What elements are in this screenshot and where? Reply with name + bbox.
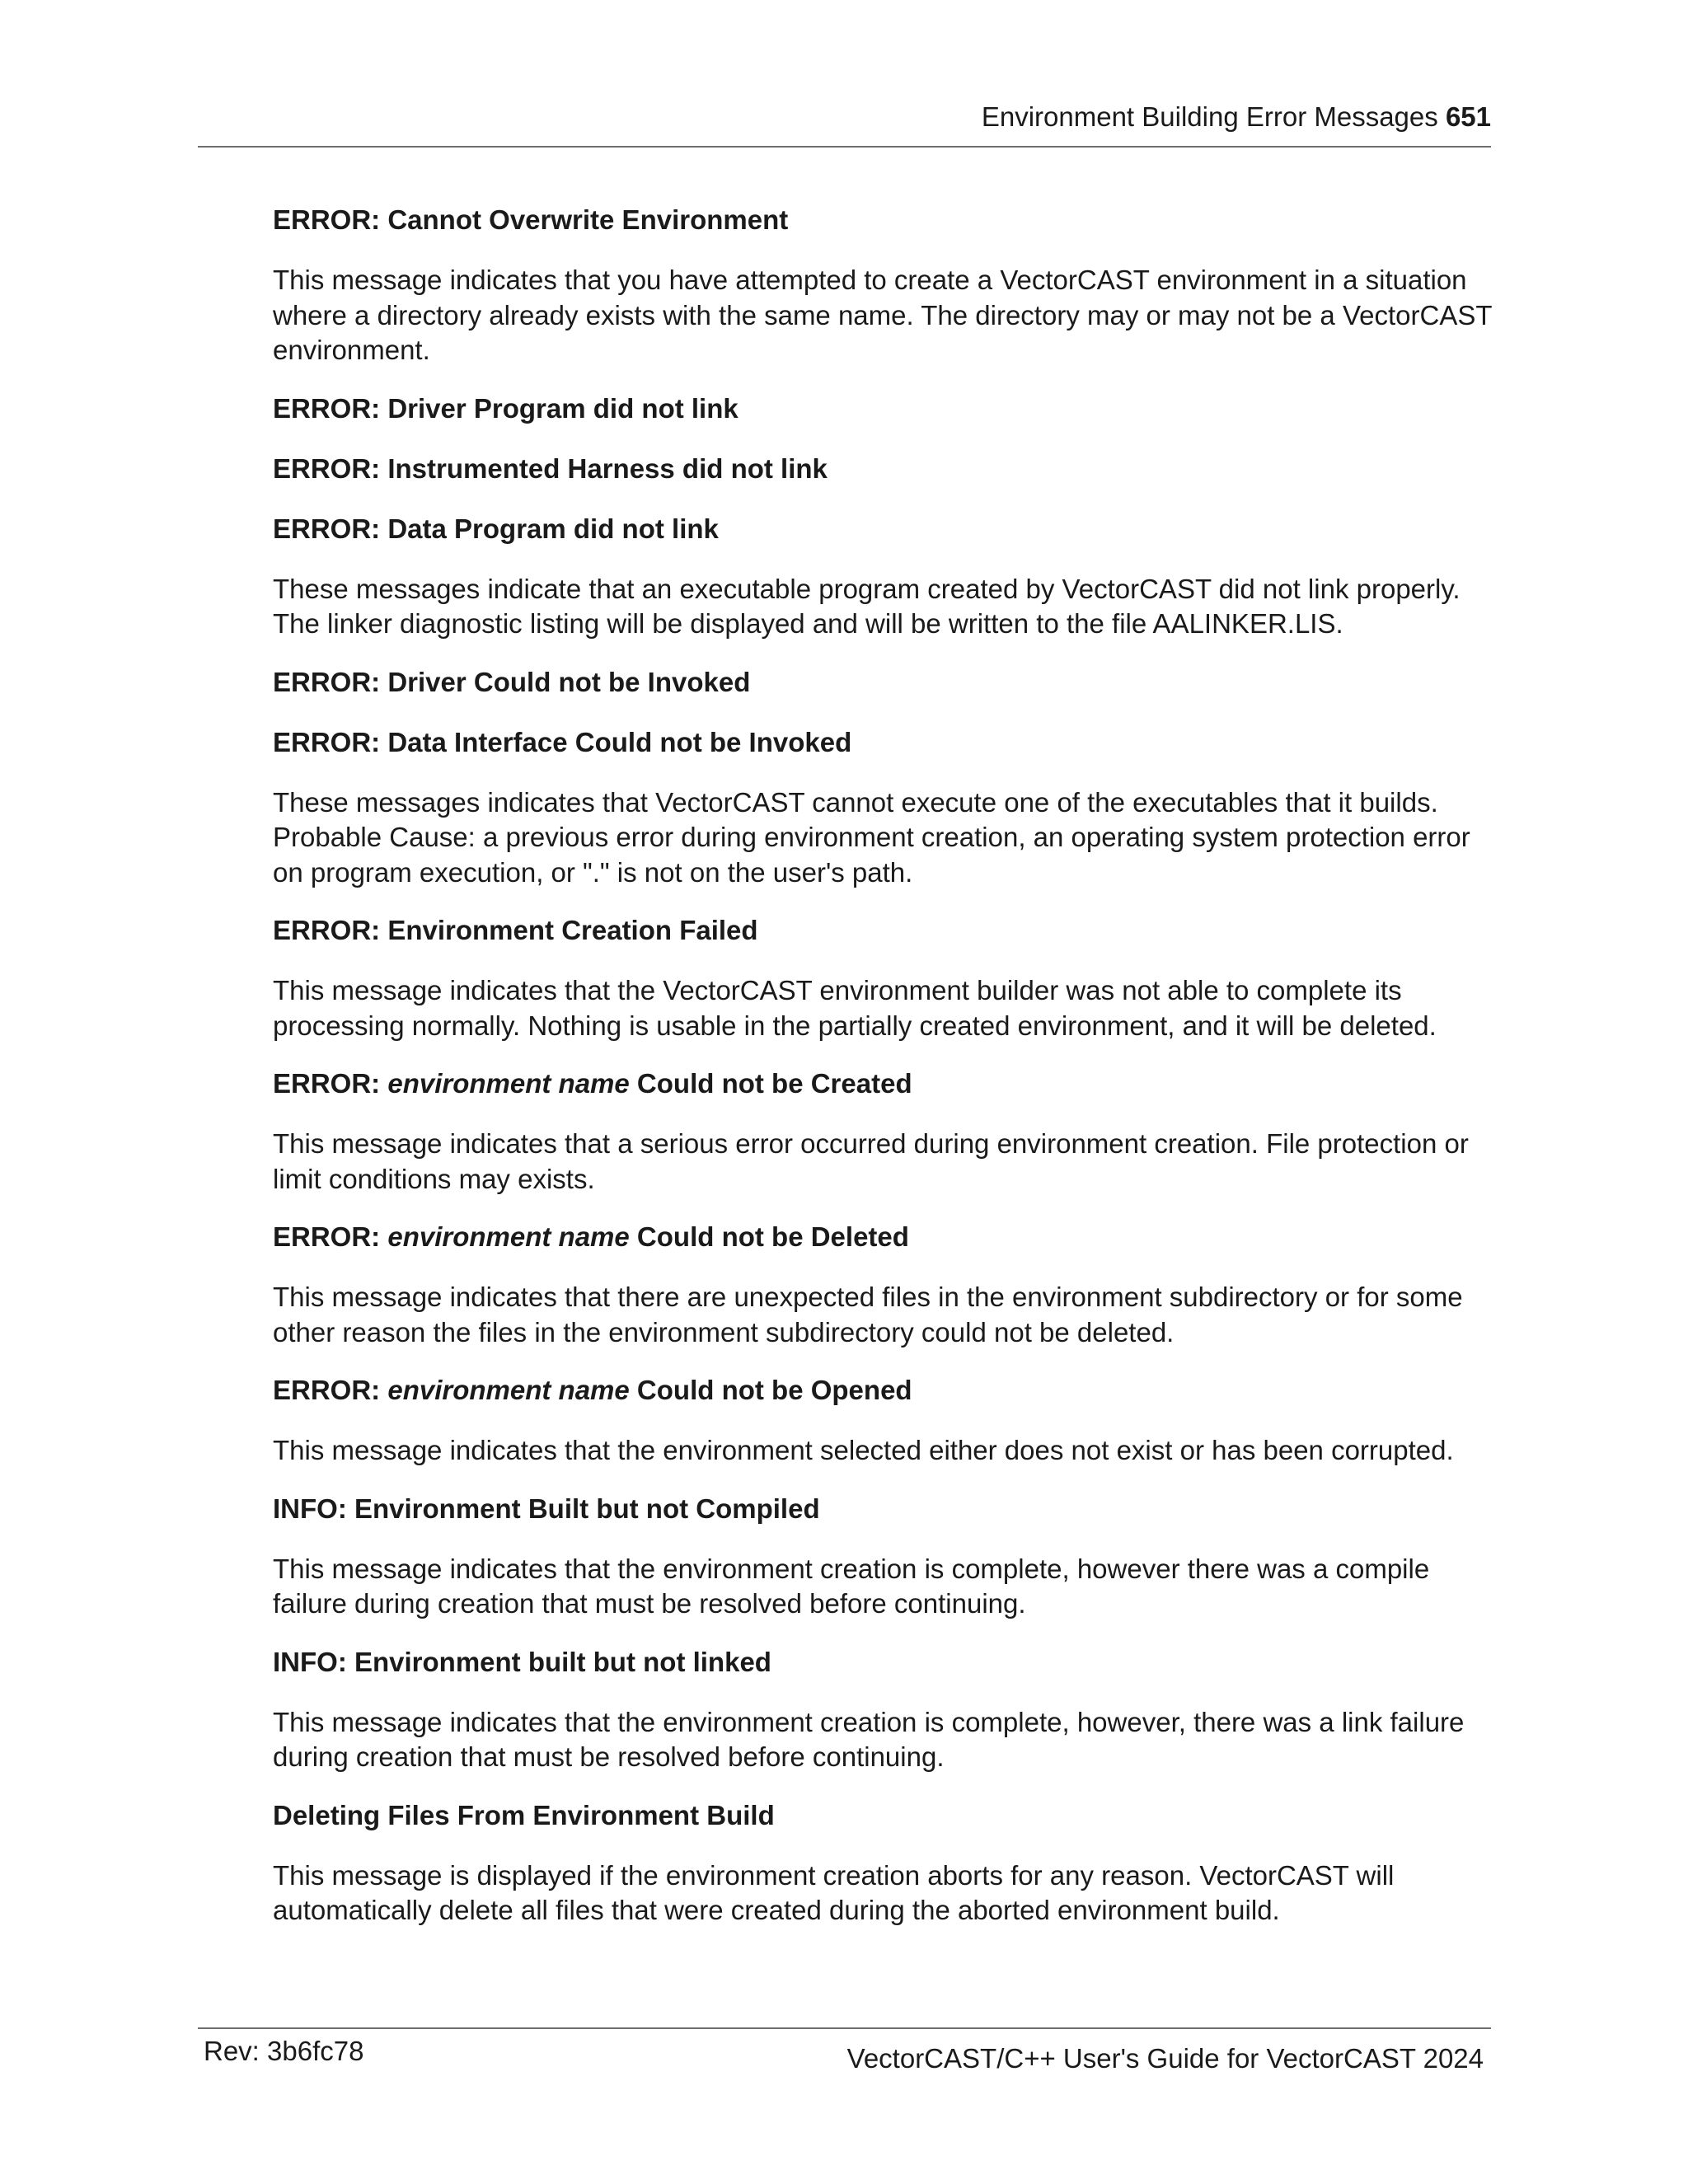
- message-description: These messages indicates that VectorCAST cannot execute one of the executables that it builds. Probable Cause: a previous error during environment creation, an operating system protection error on program execution, or "." is not on the user's path.: [273, 786, 1470, 888]
- message-description: This message indicates that there are unexpected files in the environment subdirectory or for some other reason the files in the environment subdirectory could not be deleted.: [273, 1282, 1463, 1347]
- message-description: This message indicates that the environment creation is complete, however there was a compile failure during creation that must be resolved before continuing.: [273, 1553, 1430, 1619]
- message-heading: ERROR: Data Interface Could not be Invoked: [273, 726, 852, 757]
- message-heading: [273, 1373, 1493, 1408]
- heading-emphasis: environment name: [387, 1375, 630, 1405]
- header-title: Environment Building Error Messages: [981, 101, 1438, 132]
- heading-suffix: Could not be Opened: [629, 1375, 912, 1405]
- heading-emphasis: environment name: [387, 1068, 630, 1099]
- message-description: This message indicates that the VectorCAST environment builder was not able to complete its processing normally. Nothing is usable in the partially created environment, and it will be deleted.: [273, 975, 1437, 1041]
- heading-prefix: ERROR:: [273, 1375, 388, 1405]
- message-description: This message indicates that you have attempted to create a VectorCAST environment in a situation where a directory already exists with the same name. The directory may or may not be a VectorCAST environment.: [273, 265, 1492, 365]
- page-number: 651: [1445, 101, 1491, 132]
- message-description: This message indicates that the environment selected either does not exist or has been corrupted.: [273, 1435, 1454, 1465]
- heading-suffix: Could not be Created: [629, 1068, 912, 1099]
- message-heading: ERROR: Instrumented Harness did not link: [273, 452, 828, 484]
- page-content: [273, 203, 1493, 1952]
- header-divider: [198, 146, 1491, 148]
- footer-guide-title: VectorCAST/C++ User's Guide for VectorCAST 2024: [846, 2043, 1484, 2074]
- message-heading: ERROR: Driver Could not be Invoked: [273, 666, 751, 697]
- message-description: These messages indicate that an executable program created by VectorCAST did not link properly. The linker diagnostic listing will be displayed and will be written to the file AALINKER.LIS.: [273, 573, 1461, 639]
- message-description: This message is displayed if the environment creation aborts for any reason. VectorCAST will automatically delete all files that were created during the aborted environment build.: [273, 1859, 1395, 1925]
- message-heading: ERROR: Data Program did not link: [273, 513, 719, 544]
- heading-prefix: ERROR:: [273, 1068, 388, 1099]
- message-heading: INFO: Environment Built but not Compiled: [273, 1493, 820, 1524]
- message-heading: ERROR: Cannot Overwrite Environment: [273, 204, 789, 235]
- footer-revision: Rev: 3b6fc78: [204, 2036, 364, 2066]
- message-heading: ERROR: Environment Creation Failed: [273, 915, 758, 945]
- heading-prefix: ERROR:: [273, 1221, 388, 1252]
- heading-emphasis: environment name: [387, 1221, 630, 1252]
- heading-suffix: Could not be Deleted: [629, 1221, 909, 1252]
- message-heading: ERROR: Driver Program did not link: [273, 392, 738, 424]
- message-heading: INFO: Environment built but not linked: [273, 1646, 771, 1677]
- message-heading: [273, 1066, 1493, 1101]
- footer-divider: [198, 2027, 1491, 2029]
- page-header: [198, 101, 1491, 134]
- message-heading: Deleting Files From Environment Build: [273, 1799, 775, 1830]
- message-description: This message indicates that the environment creation is complete, however, there was a link failure during creation that must be resolved before continuing.: [273, 1706, 1465, 1772]
- message-description: This message indicates that a serious error occurred during environment creation. File protection or limit conditions may exists.: [273, 1128, 1469, 1194]
- message-heading: [273, 1220, 1493, 1254]
